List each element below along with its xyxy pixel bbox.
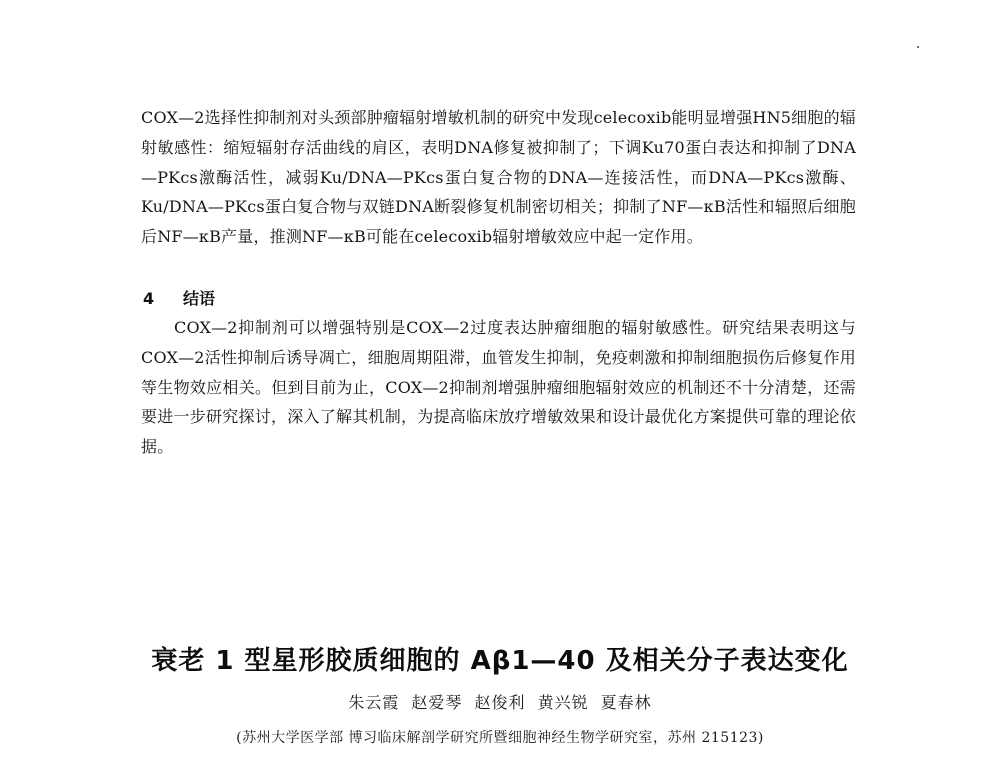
section3-paragraph: COX—2选择性抑制剂对头颈部肿瘤辐射增敏机制的研究中发现celecoxib能明显增强HN5细胞的辐射敏感性：缩短辐射存活曲线的肩区，表明DNA修复被抑制了；下调Ku70蛋白表达和抑制了DNA—PKcs激酶活性，减弱Ku/DNA—PKcs蛋白复合物的DNA—连接活性，而DNA—PKcs激酶、Ku/DNA—PKcs蛋白复合物与双链DNA断裂修复机制密切相关；抑制了NF—κB活性和辐照后细胞后NF—κB产量，推测NF—κB可能在celecoxib辐射增敏效应中起一定作用。 [141,108,856,247]
next-article-title: 衰老 1 型星形胶质细胞的 Aβ1—40 及相关分子表达变化 [151,646,849,676]
section4-paragraph: COX—2抑制剂可以增强特别是COX—2过度表达肿瘤细胞的辐射敏感性。研究结果表明这与COX—2活性抑制后诱导凋亡，细胞周期阻滞，血管发生抑制，免疫刺激和抑制细胞损伤后修复作用等生物效应相关。但到目前为止，COX—2抑制剂增强肿瘤细胞辐射效应的机制还不十分清楚，还需要进一步研究探讨，深入了解其机制，为提高临床放疗增敏效果和设计最优化方案提供可靠的理论依据。 [141,318,856,457]
section4-heading [143,284,215,314]
next-article-authors: 朱云霞 赵爱琴 赵俊利 黄兴锐 夏春林 [348,693,652,712]
next-article-affiliation: (苏州大学医学部 博习临床解剖学研究所暨细胞神经生物学研究室，苏州 215123) [236,730,764,746]
stray-mark [917,46,919,48]
section4-number: 4 [143,289,155,308]
section4-title: 结语 [183,289,216,308]
